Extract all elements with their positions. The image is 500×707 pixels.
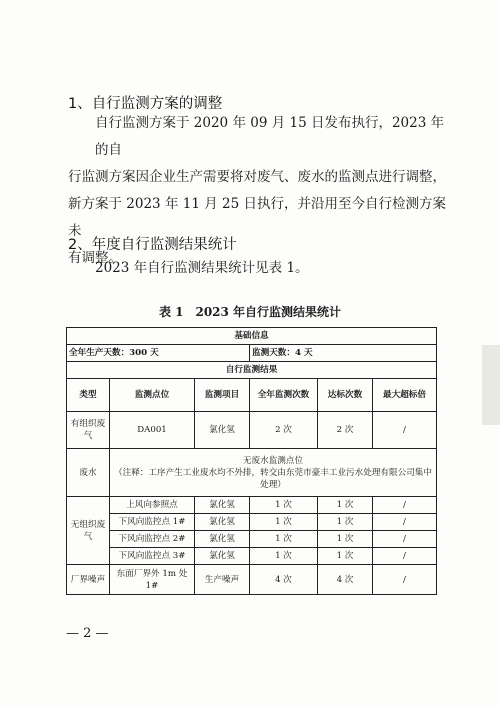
cell-max: / bbox=[373, 531, 437, 548]
table-caption: 表 1 2023 年自行监测结果统计 bbox=[158, 305, 342, 319]
cell-type: 废水 bbox=[67, 449, 110, 497]
section2-line: 2023 年自行监测结果统计见表 1。 bbox=[95, 260, 309, 276]
cell-item: 氯化氢 bbox=[195, 548, 250, 565]
header-point: 监测点位 bbox=[110, 379, 195, 412]
cell-max: / bbox=[373, 497, 437, 514]
cell-pass: 1 次 bbox=[318, 514, 373, 531]
table-row bbox=[67, 362, 437, 379]
section1-line-1: 自行监测方案于 2020 年 09 月 15 日发布执行，2023 年的自 bbox=[95, 115, 445, 158]
table-row bbox=[67, 531, 437, 548]
cell-count: 2 次 bbox=[250, 412, 318, 449]
cell-pass: 1 次 bbox=[318, 548, 373, 565]
section1-heading: 1、自行监测方案的调整 bbox=[68, 96, 223, 112]
cell-count: 1 次 bbox=[250, 514, 318, 531]
cell-item: 氯化氢 bbox=[195, 514, 250, 531]
cell-count: 1 次 bbox=[250, 497, 318, 514]
cell-pass: 1 次 bbox=[318, 497, 373, 514]
cell-max: / bbox=[373, 412, 437, 449]
cell-max: / bbox=[373, 548, 437, 565]
cell-pass: 4 次 bbox=[318, 565, 373, 595]
header-count: 全年监测次数 bbox=[250, 379, 318, 412]
cell-pass: 2 次 bbox=[318, 412, 373, 449]
table-row bbox=[67, 449, 437, 497]
cell-item: 生产噪声 bbox=[195, 565, 250, 595]
cell-point: 下风向监控点 2# bbox=[110, 531, 195, 548]
cell-count: 4 次 bbox=[250, 565, 318, 595]
section1-line-3: 新方案于 2023 年 11 月 25 日执行，并沿用至今自行检测方案未 bbox=[68, 196, 446, 239]
scan-edge bbox=[482, 345, 500, 425]
header-max: 最大超标倍 bbox=[373, 379, 437, 412]
table-row bbox=[67, 345, 437, 362]
monitor-days: 监测天数：4 天 bbox=[250, 345, 437, 362]
cell-item: 氯化氢 bbox=[195, 531, 250, 548]
table-header-row bbox=[67, 379, 437, 412]
page-number: — 2 — bbox=[66, 626, 109, 641]
wastewater-note: （注释：工序产生工业废水均不外排，转交由东莞市豪丰工业污水处理有限公司集中处理） bbox=[114, 467, 432, 490]
table-row bbox=[67, 497, 437, 514]
cell-item: 氯化氢 bbox=[195, 497, 250, 514]
cell-point: 东面厂界外 1m 处 1# bbox=[110, 565, 195, 595]
cell-max: / bbox=[373, 514, 437, 531]
cell-point: DA001 bbox=[110, 412, 195, 449]
table-row bbox=[67, 328, 437, 345]
section2-heading: 2、年度自行监测结果统计 bbox=[68, 237, 237, 253]
results-table bbox=[66, 327, 437, 595]
cell-count: 1 次 bbox=[250, 548, 318, 565]
cell-count: 1 次 bbox=[250, 531, 318, 548]
cell-point: 下风向监控点 3# bbox=[110, 548, 195, 565]
cell-point: 上风向参照点 bbox=[110, 497, 195, 514]
section2-paragraph bbox=[68, 255, 446, 282]
table-row bbox=[67, 514, 437, 531]
cell-type: 无组织废气 bbox=[67, 497, 110, 565]
cell-pass: 1 次 bbox=[318, 531, 373, 548]
header-pass: 达标次数 bbox=[318, 379, 373, 412]
production-days: 全年生产天数：300 天 bbox=[67, 345, 250, 362]
cell-type: 厂界噪声 bbox=[67, 565, 110, 595]
cell-point: 下风向监控点 1# bbox=[110, 514, 195, 531]
basic-info-title: 基础信息 bbox=[67, 328, 437, 345]
cell-type: 有组织废气 bbox=[67, 412, 110, 449]
table-row bbox=[67, 548, 437, 565]
cell-item: 氯化氢 bbox=[195, 412, 250, 449]
results-title: 自行监测结果 bbox=[67, 362, 437, 379]
cell-max: / bbox=[373, 565, 437, 595]
wastewater-cell bbox=[110, 449, 437, 497]
section1-line-4: 有调整。 bbox=[68, 250, 122, 266]
table-row bbox=[67, 412, 437, 449]
header-type: 类型 bbox=[67, 379, 110, 412]
header-item: 监测项目 bbox=[195, 379, 250, 412]
table-row bbox=[67, 565, 437, 595]
wastewater-title: 无废水监测点位 bbox=[242, 455, 304, 466]
section1-line-2: 行监测方案因企业生产需要将对废气、废水的监测点进行调整， bbox=[68, 169, 446, 185]
